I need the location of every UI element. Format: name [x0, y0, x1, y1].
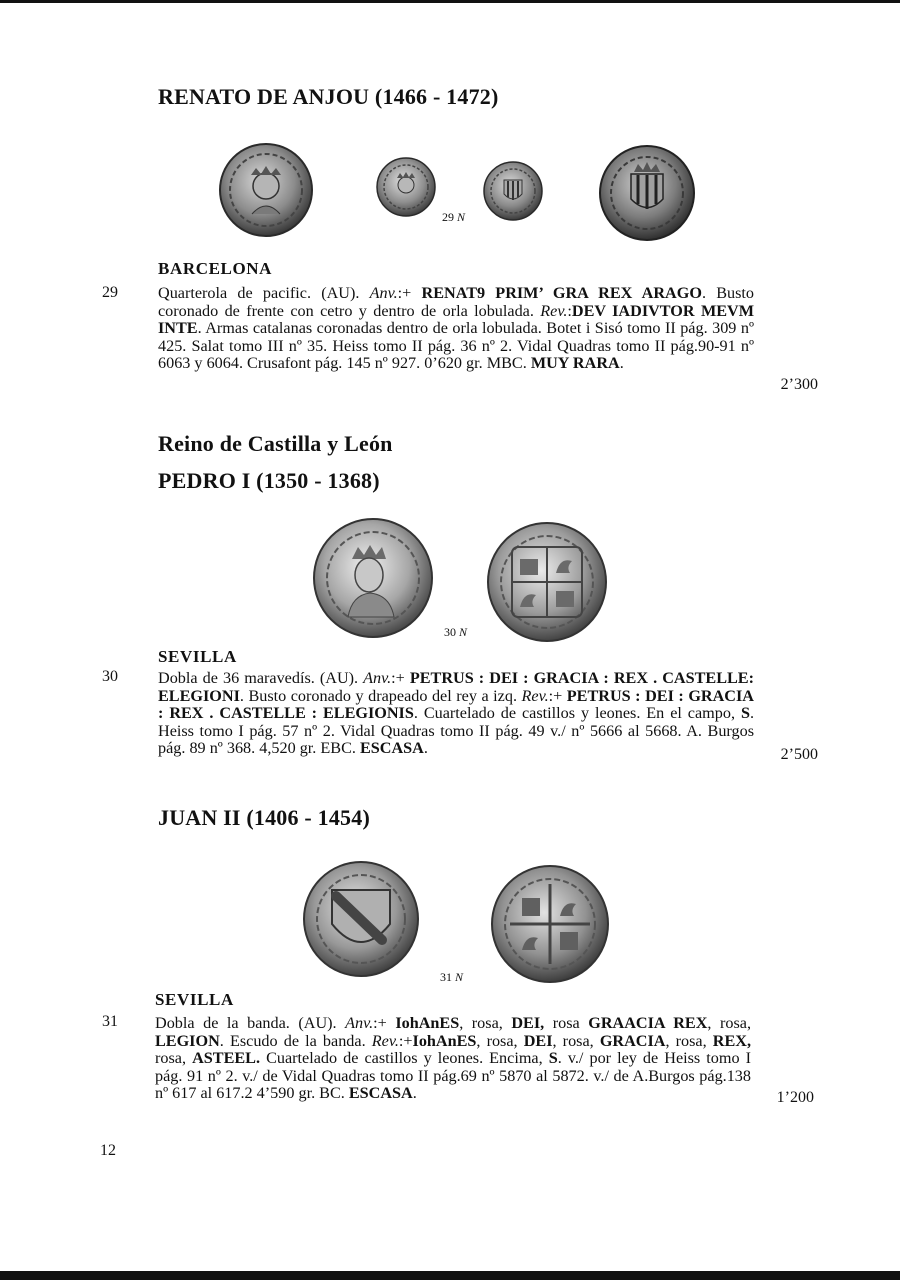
- bold-legend-text: DEV IADIVTOR MEVM INTE: [158, 301, 754, 338]
- italic-abbrev-text: Anv.: [369, 284, 398, 302]
- italic-abbrev-text: Rev.: [371, 1031, 399, 1050]
- coin-29-reverse-large: [598, 144, 696, 242]
- bold-legend-text: PETRUS : DEI : GRACIA : REX . CASTELLE: ELEGIONI: [158, 669, 754, 705]
- description-text: .: [619, 354, 624, 373]
- bold-legend-text: IohAnES: [412, 1031, 477, 1050]
- coin-31-obverse: [302, 860, 420, 978]
- coin-29-obverse-large: [218, 142, 314, 238]
- caption-metal-symbol: N: [459, 625, 468, 639]
- description-text: :+: [391, 669, 410, 687]
- section-heading-juan: JUAN II (1406 - 1454): [158, 805, 370, 830]
- section-heading-renato: RENATO DE ANJOU (1466 - 1472): [158, 84, 499, 109]
- bold-legend-text: DEI: [523, 1031, 553, 1050]
- coin-29-reverse-small: [482, 160, 544, 222]
- description-text: Dobla de 36 maravedís. (AU).: [158, 669, 364, 687]
- lot-31-description: [155, 1015, 751, 1103]
- description-text: rosa: [544, 1014, 589, 1032]
- bold-legend-text: RENAT9 PRIM’ GRA REX ARAGO: [421, 284, 702, 302]
- bold-legend-text: ESCASA: [359, 739, 424, 758]
- description-text: . Busto coronado de frente con cetro y dentro de orla lobulada.: [158, 284, 754, 320]
- bold-legend-text: ESCASA: [348, 1084, 413, 1103]
- bold-legend-text: PETRUS : DEI : GRACIA : REX . CASTELLE : ELEGIONIS: [158, 686, 754, 723]
- bold-legend-text: MUY RARA: [530, 354, 620, 373]
- description-text: :: [567, 301, 572, 320]
- description-text: . Armas catalanas coronadas dentro de orla lobulada. Botet i Sisó tomo II pág. 309 nº 425. Salat tomo III nº 35. Heiss tomo II pág. 36 nº 2. Vidal Quadras tomo II pág.90-91 nº 6063 y 6064. Crusafont pág. 145 nº 927. 0’620 gr. MBC.: [158, 319, 754, 373]
- description-text: , rosa,: [707, 1014, 752, 1032]
- bold-legend-text: REX,: [712, 1031, 752, 1050]
- bold-legend-text: GRACIA: [599, 1031, 666, 1050]
- description-text: :+: [373, 1014, 396, 1032]
- kingdom-heading: Reino de Castilla y León: [158, 431, 393, 456]
- lot-30-price: 2’500: [780, 746, 818, 763]
- italic-abbrev-text: Anv.: [363, 669, 392, 687]
- description-text: Dobla de la banda. (AU).: [155, 1014, 346, 1032]
- italic-abbrev-text: Anv.: [345, 1014, 374, 1032]
- caption-metal-symbol: N: [455, 970, 464, 984]
- section-heading-pedro: PEDRO I (1350 - 1368): [158, 468, 380, 493]
- caption-lot-number: 29: [442, 210, 454, 224]
- lot-29-image-caption: [442, 210, 465, 225]
- lot-30-mint: SEVILLA: [158, 647, 237, 666]
- caption-lot-number: 31: [440, 970, 452, 984]
- lot-29-mint: BARCELONA: [158, 259, 273, 278]
- lot-30-description: [158, 670, 754, 758]
- lot-29-description: [158, 285, 754, 373]
- lot-31-price: 1’200: [776, 1089, 814, 1106]
- caption-lot-number: 30: [444, 625, 456, 639]
- bold-legend-text: DEI,: [511, 1014, 545, 1032]
- lot-29-number: 29: [102, 284, 118, 301]
- description-text: . Heiss tomo I pág. 57 nº 2. Vidal Quadras tomo II pág. 49 v./ nº 5666 al 5668. A. Burgos pág. 89 nº 368. 4,520 gr. EBC.: [158, 704, 754, 758]
- lot-30-image-caption: [444, 625, 467, 640]
- description-text: , rosa,: [459, 1014, 512, 1032]
- description-text: , rosa,: [552, 1031, 600, 1050]
- bold-legend-text: S: [740, 704, 750, 723]
- coin-30-reverse: [486, 521, 608, 643]
- description-text: :+: [548, 686, 567, 705]
- lot-31-mint: SEVILLA: [155, 990, 234, 1009]
- top-edge-rule: [0, 0, 900, 3]
- description-text: . v./ por ley de Heiss tomo I pág. 91 nº 2. v./ de Vidal Quadras tomo II pág.69 nº 5870 al 5872. v./ de A.Burgos pág.138 nº 617 al 617.2 4’590 gr. BC.: [155, 1049, 752, 1103]
- coin-31-reverse: [490, 864, 610, 984]
- italic-abbrev-text: Rev.: [540, 301, 568, 320]
- bold-legend-text: IohAnES: [395, 1014, 460, 1032]
- italic-abbrev-text: Rev.: [521, 686, 549, 705]
- description-text: rosa,: [155, 1049, 193, 1068]
- bold-legend-text: LEGION: [155, 1031, 220, 1050]
- page-number: 12: [100, 1142, 116, 1159]
- description-text: .: [423, 739, 428, 758]
- description-text: Quarterola de pacific. (AU).: [158, 284, 370, 302]
- lot-31-number: 31: [102, 1013, 118, 1030]
- description-text: .: [412, 1084, 417, 1103]
- lot-29-price: 2’300: [780, 376, 818, 393]
- caption-metal-symbol: N: [457, 210, 466, 224]
- coin-29-obverse-small: [375, 156, 437, 218]
- bold-legend-text: S: [548, 1049, 558, 1068]
- lot-31-image-caption: [440, 970, 463, 985]
- lot-30-number: 30: [102, 668, 118, 685]
- description-text: , rosa,: [476, 1031, 524, 1050]
- description-text: . Busto coronado y drapeado del rey a izq.: [239, 686, 522, 705]
- description-text: , rosa,: [665, 1031, 713, 1050]
- description-text: . Cuartelado de castillos y leones. En el campo,: [413, 704, 741, 723]
- bottom-edge-rule: [0, 1271, 900, 1280]
- description-text: :+: [398, 1031, 413, 1050]
- bold-legend-text: ASTEEL.: [192, 1049, 261, 1068]
- bold-legend-text: GRAACIA REX: [588, 1014, 708, 1032]
- coin-30-obverse: [312, 517, 434, 639]
- description-text: Cuartelado de castillos y leones. Encima,: [260, 1049, 549, 1068]
- description-text: :+: [397, 284, 422, 302]
- description-text: . Escudo de la banda.: [219, 1031, 372, 1050]
